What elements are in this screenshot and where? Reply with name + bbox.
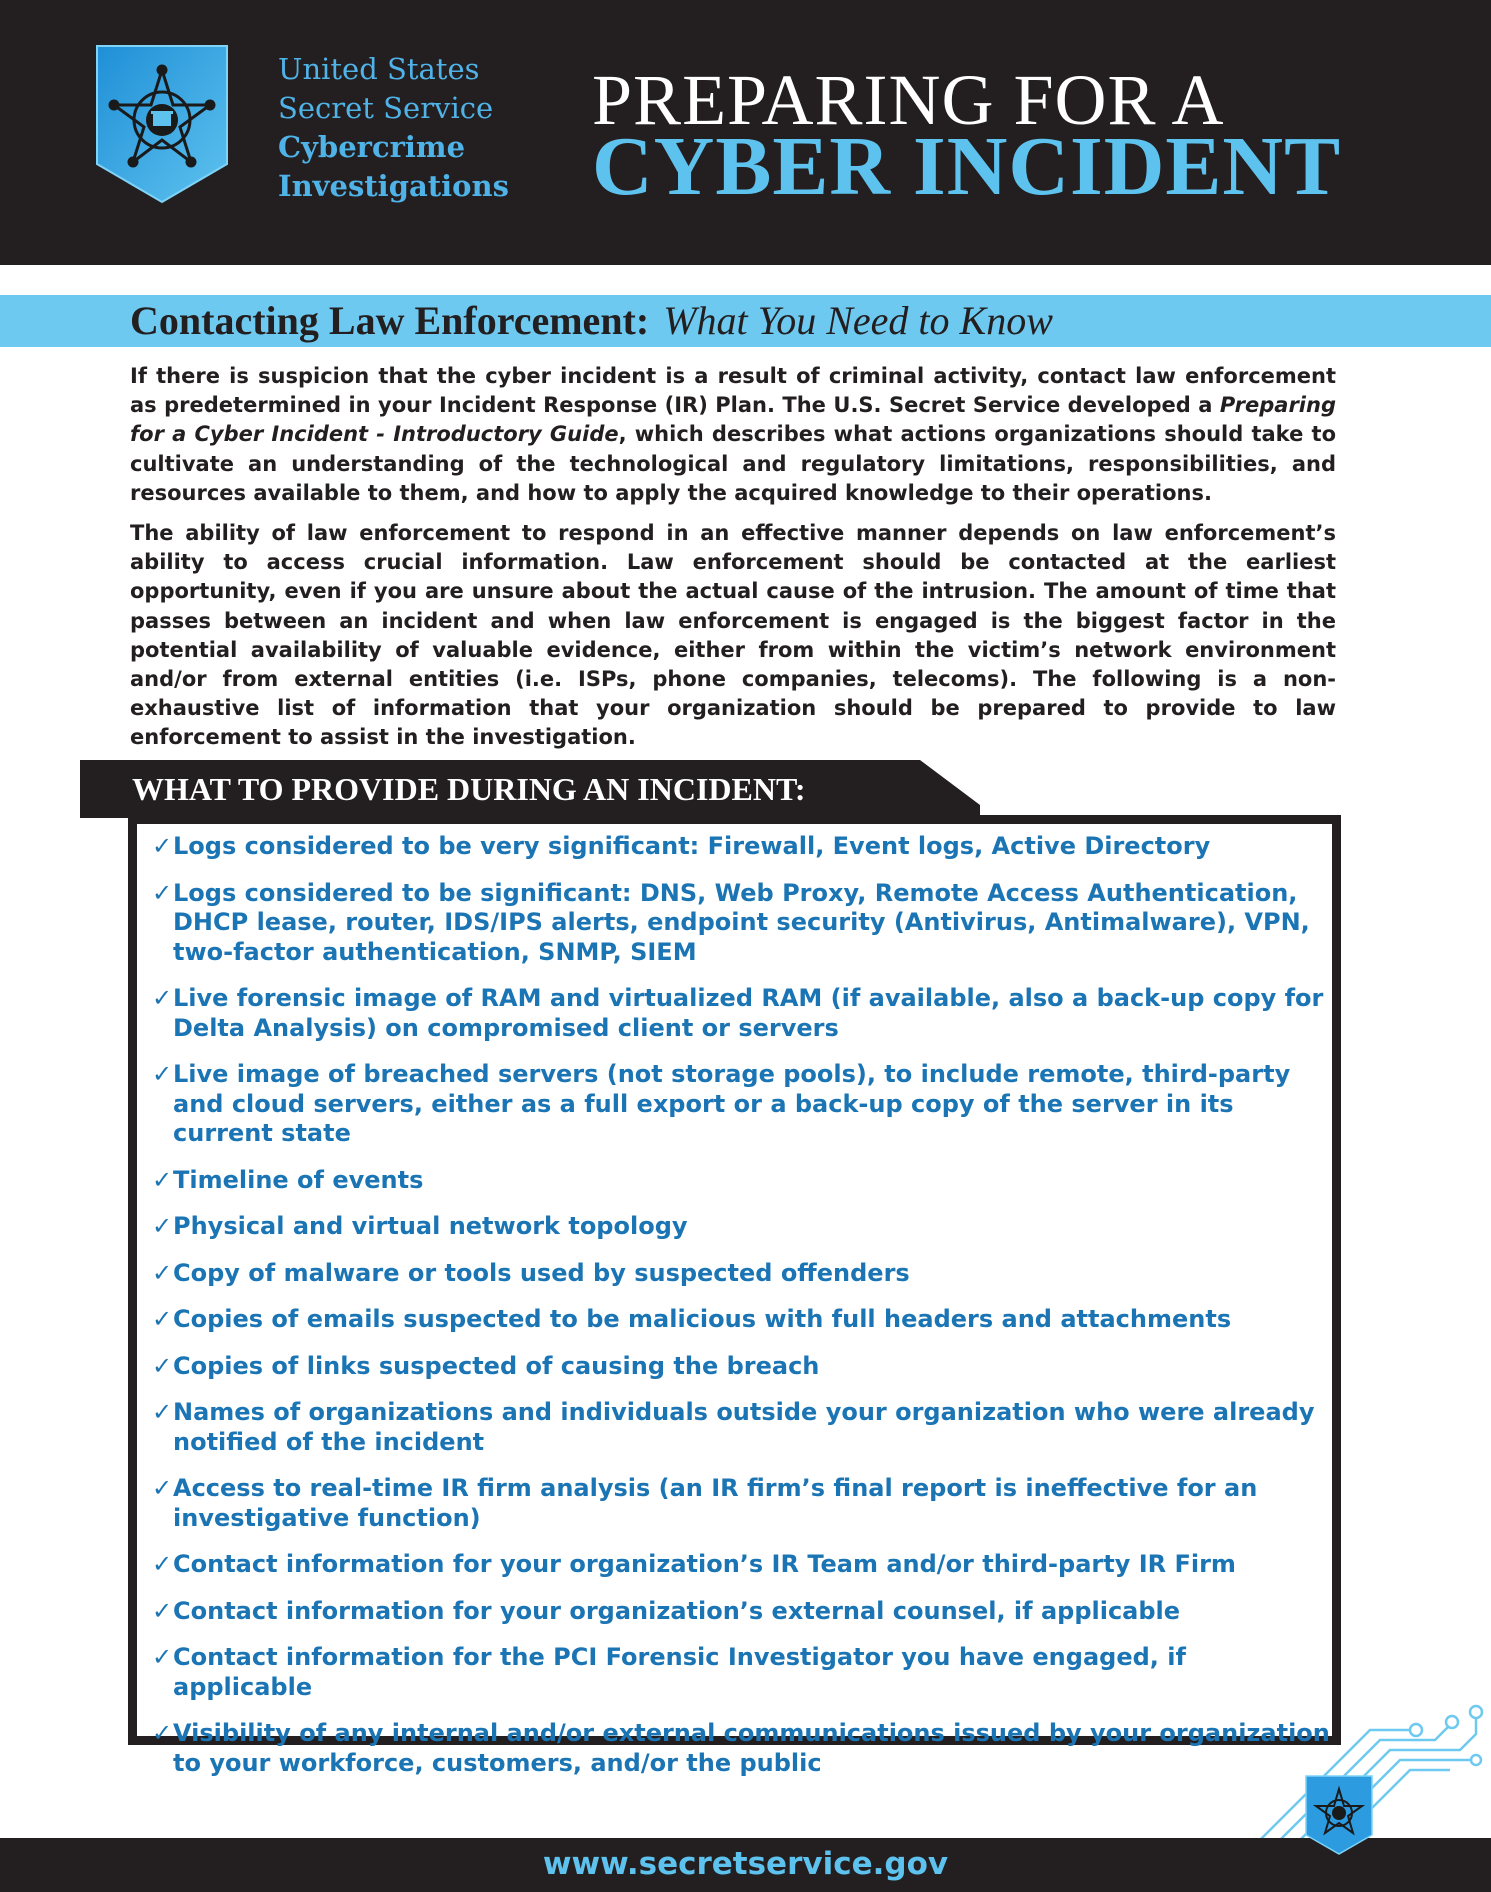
page-title-line-1: PREPARING FOR A — [592, 60, 1225, 140]
list-item: ✓ Copy of malware or tools used by suspected offenders — [152, 1258, 910, 1287]
list-item: ✓ Live forensic image of RAM and virtualized RAM (if available, also a back-up copy for Delta Analysis) on compromised client or servers — [152, 984, 1324, 1042]
section-heading-bold: Contacting Law Enforcement: — [130, 298, 650, 343]
section-heading-italic: What You Need to Know — [663, 298, 1053, 343]
agency-line-3: Cybercrime — [278, 130, 466, 164]
agency-line-4: Investigations — [278, 169, 509, 203]
footer-url-link[interactable]: www.secretservice.gov — [542, 1846, 949, 1882]
list-item: ✓ Timeline of events — [152, 1165, 424, 1194]
list-item: ✓ Access to real-time IR firm analysis (an IR firm’s final report is ineffective for an investigative function) — [152, 1474, 1258, 1532]
list-item: ✓ Copies of emails suspected to be malicious with full headers and attachments — [152, 1305, 1232, 1333]
law-enforcement-paragraph: The ability of law enforcement to respond in an effective manner depends on law enforcement’s ability to access crucial information. Law enforcement should be contacted at the earliest opportunity, even if you are unsure about the actual cause of the intrusion. The amount of time that passes between an incident and when law enforcement is engaged is the biggest factor in the potential availability of valuable evidence, either from within the victim’s network environment and/or from external entities (i.e. ISPs, phone companies, telecoms). The following is a non-exhaustive list of information that your organization should be prepared to provide to law enforcement to assist in the investigation. — [130, 521, 1336, 750]
checkmark-icon: ✓ — [152, 832, 173, 860]
checkmark-icon: ✓ — [152, 1060, 173, 1088]
list-item: ✓ Visibility of any internal and/or external communications issued by your organization to your workforce, customers, and/or the public — [152, 1719, 1330, 1777]
list-item: ✓ Contact information for the PCI Forensic Investigator you have engaged, if applicable — [152, 1643, 1186, 1701]
section-heading — [130, 296, 1053, 346]
list-item: ✓ Live image of breached servers (not storage pools), to include remote, third-party and cloud servers, either as a full export or a back-up copy of the server in its current state — [152, 1060, 1291, 1147]
list-item: ✓ Logs considered to be very significant: Firewall, Event logs, Active Directory — [152, 832, 1211, 860]
checkmark-icon: ✓ — [152, 1351, 173, 1380]
agency-line-1: United States — [278, 52, 480, 86]
list-item: ✓ Copies of links suspected of causing the breach — [152, 1351, 820, 1380]
checkmark-icon: ✓ — [152, 1398, 173, 1426]
agency-name — [278, 50, 509, 206]
checkmark-icon: ✓ — [152, 1474, 173, 1502]
agency-line-2: Secret Service — [278, 91, 494, 125]
checkmark-icon: ✓ — [152, 1165, 173, 1194]
list-item: ✓ Names of organizations and individuals outside your organization who were already notified of the incident — [152, 1398, 1315, 1456]
checkmark-icon: ✓ — [152, 1305, 173, 1333]
list-item: ✓ Physical and virtual network topology — [152, 1212, 688, 1240]
checkmark-icon: ✓ — [152, 1212, 173, 1240]
list-item: ✓ Contact information for your organization’s external counsel, if applicable — [152, 1596, 1181, 1625]
list-item: ✓ Contact information for your organization’s IR Team and/or third-party IR Firm — [152, 1550, 1236, 1578]
secret-service-star-icon — [95, 44, 229, 204]
checkmark-icon: ✓ — [152, 1258, 173, 1287]
checkmark-icon: ✓ — [152, 878, 173, 907]
checkmark-icon: ✓ — [152, 984, 173, 1012]
checkmark-icon: ✓ — [152, 1719, 173, 1747]
page-title-line-2: CYBER INCIDENT — [592, 120, 1342, 213]
provide-heading: WHAT TO PROVIDE DURING AN INCIDENT: — [132, 771, 806, 807]
guide-title: Preparing for a Cyber Incident - Introductory Guide — [130, 393, 1336, 447]
checkmark-icon: ✓ — [152, 1550, 173, 1578]
intro-paragraph-part-1: If there is suspicion that the cyber incident is a result of criminal activity, contact law enforcement as predetermined in your Incident Response (IR) Plan. The U.S. Secret Service developed a — [130, 364, 1336, 418]
provide-heading-tab — [80, 760, 980, 818]
provide-list — [152, 832, 1332, 1795]
intro-paragraph-part-2: , which describes what actions organizations should take to cultivate an understanding of the technological and regulatory limitations, responsibilities, and resources available to them, and how to apply the acquired knowledge to their operations. — [130, 422, 1336, 505]
checkmark-icon: ✓ — [152, 1643, 173, 1671]
list-item: ✓ Logs considered to be significant: DNS, Web Proxy, Remote Access Authentication, DHCP lease, router, IDS/IPS alerts, endpoint security (Antivirus, Antimalware), VPN, two-factor authentication, SNMP, SIEM — [152, 878, 1310, 966]
intro-paragraph — [130, 362, 1336, 508]
checkmark-icon: ✓ — [152, 1596, 173, 1625]
